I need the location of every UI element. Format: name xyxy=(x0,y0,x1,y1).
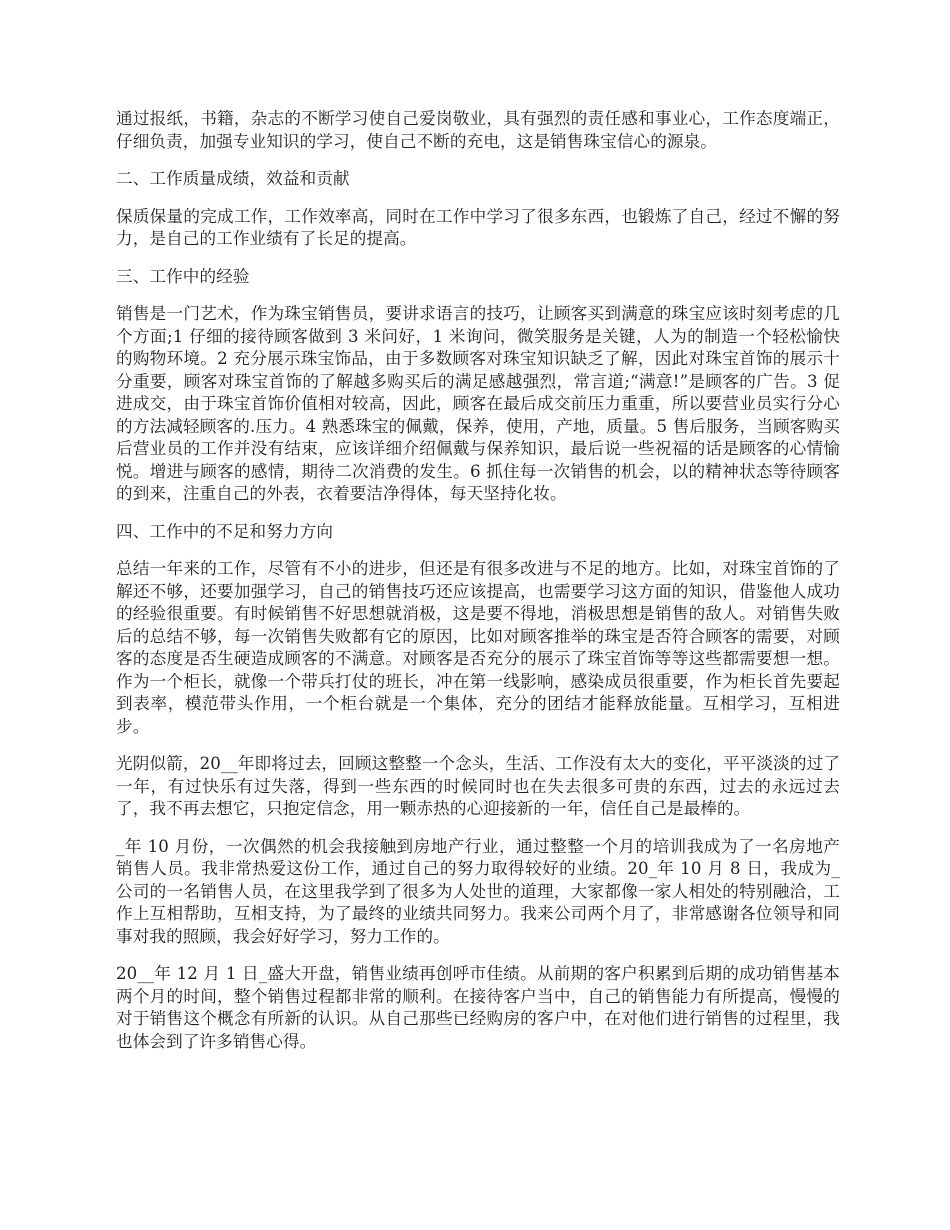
paragraph-experience: 销售是一门艺术，作为珠宝销售员，要讲求语言的技巧，让顾客买到满意的珠宝应该时刻考虑的几个方面;1 仔细的接待顾客做到 3 米问好，1 米询问，微笑服务是关键，人为的制造一个轻松愉快的购物环境。2 充分展示珠宝饰品，由于多数顾客对珠宝知识缺乏了解，因此对珠宝首饰的展示十分重要，顾客对珠宝首饰的了解越多购买后的满足感越强烈，常言道;“满意!”是顾客的广告。3 促进成交，由于珠宝首饰价值相对较高，因此，顾客在最后成交前压力重重，所以要营业员实行分心的方法减轻顾客的.压力。4 熟悉珠宝的佩戴，保养，使用，产地，质量。5 售后服务，当顾客购买后营业员的工作并没有结束，应该详细介绍佩戴与保养知识，最后说一些祝福的话是顾客的心情愉悦。增进与顾客的感情，期待二次消费的发生。6 抓住每一次销售的机会，以的精神状态等待顾客的到来，注重自己的外表，衣着要洁净得体，每天坚持化妆。 xyxy=(116,304,840,503)
section-heading-shortcomings: 四、工作中的不足和努力方向 xyxy=(116,521,334,541)
paragraph-study: 通过报纸，书籍，杂志的不断学习使自己爱岗敬业，具有强烈的责任感和事业心，工作态度端正，仔细负责，加强专业知识的学习，使自己不断的充电，这是销售珠宝信心的源泉。 xyxy=(116,109,840,151)
paragraph-opening-sales: 20__年 12 月 1 日_盛大开盘，销售业绩再创呼市佳绩。从前期的客户积累到后期的成功销售基本两个月的时间，整个销售过程都非常的顺利。在接待客户当中，自己的销售能力有所提高，慢慢的对于销售这个概念有所新的认识。从自己那些已经购房的客户中，在对他们进行销售的过程里，我也体会到了许多销售心得。 xyxy=(116,964,840,1051)
section-heading-quality: 二、工作质量成绩，效益和贡献 xyxy=(116,169,350,188)
paragraph-real-estate-start: _年 10 月份，一次偶然的机会我接触到房地产行业，通过整整一个月的培训我成为了一名房地产销售人员。我非常热爱这份工作，通过自己的努力取得较好的业绩。20_年 10 月 8 日，我成为_公司的一名销售人员，在这里我学到了很多为人处世的道理，大家都像一家人相处的特别融洽，工作上互相帮助，互相支持，为了最终的业绩共同努力。我来公司两个月了，非常感谢各位领导和同事对我的照顾，我会好好学习，努力工作的。 xyxy=(116,836,840,946)
document-body xyxy=(116,108,840,1068)
section-heading-experience: 三、工作中的经验 xyxy=(116,266,250,286)
paragraph-shortcomings: 总结一年来的工作，尽管有不小的进步，但还是有很多改进与不足的地方。比如，对珠宝首饰的了解还不够，还要加强学习，自己的销售技巧还应该提高，也需要学习这方面的知识，借鉴他人成功的经验很重要。有时候销售不好思想就消极，这是要不得地，消极思想是销售的敌人。对销售失败后的总结不够，每一次销售失败都有它的原因，比如对顾客推举的珠宝是否符合顾客的需要，对顾客的态度是否生硬造成顾客的不满意。对顾客是否充分的展示了珠宝首饰等等这些都需要想一想。作为一个柜长，就像一个带兵打仗的班长，冲在第一线影响，感染成员很重要，作为柜长首先要起到表率，模范带头作用，一个柜台就是一个集体，充分的团结才能释放能量。互相学习，互相进步。 xyxy=(116,559,840,736)
paragraph-reflection: 光阴似箭，20__年即将过去，回顾这整整一个念头，生活、工作没有太大的变化，平平淡淡的过了一年，有过快乐有过失落，得到一些东西的时候同时也在失去很多可贵的东西，过去的永远过去了，我不再去想它，只抱定信念，用一颗赤热的心迎接新的一年，信任自己是最棒的。 xyxy=(116,754,840,818)
paragraph-quality: 保质保量的完成工作，工作效率高，同时在工作中学习了很多东西，也锻炼了自己，经过不懈的努力，是自己的工作业绩有了长足的提高。 xyxy=(116,206,840,248)
